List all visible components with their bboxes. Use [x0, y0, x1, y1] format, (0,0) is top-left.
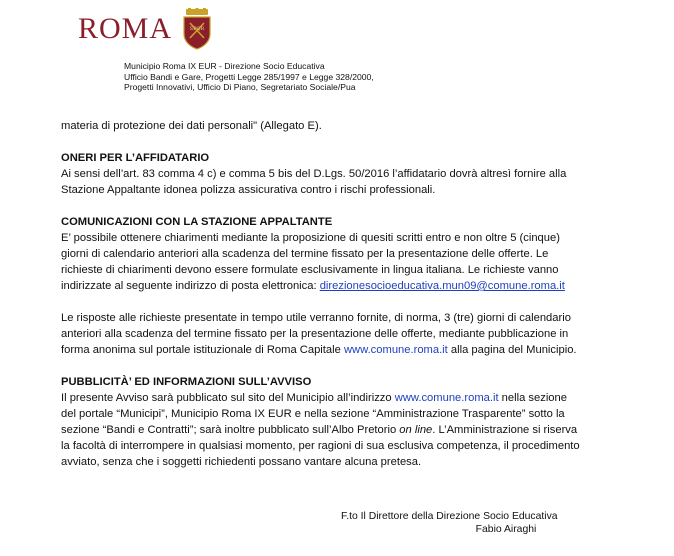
section-heading-comunicazioni: COMUNICAZIONI CON LA STAZIONE APPALTANTE: [61, 216, 333, 228]
paragraph-line: [61, 422, 601, 438]
section-heading-oneri: ONERI PER L’AFFIDATARIO: [61, 152, 210, 164]
signature-name: Fabio Airaghi: [475, 524, 537, 535]
document-body: [61, 118, 601, 470]
email-prefix: indirizzate al seguente indirizzo di posta elettronica:: [61, 280, 320, 292]
paragraph-line: avviato, senza che i soggetti richiedenti possano vantare alcuna pretesa.: [61, 456, 422, 468]
paragraph-line: del portale “Municipi”, Municipio Roma IX EUR e nella sezione “Amministrazione Trasparente” sotto la: [61, 408, 565, 420]
logo-text: ROMA: [78, 12, 173, 45]
text-segment: sezione “Bandi e Contratti”; sarà inoltre pubblicato sull’Albo Pretorio: [61, 424, 400, 436]
paragraph-line: [61, 390, 601, 406]
office-line: Progetti Innovativi, Ufficio Di Piano, Segretariato Sociale/Pua: [124, 82, 356, 93]
office-line: Municipio Roma IX EUR - Direzione Socio Educativa: [124, 61, 325, 71]
email-link[interactable]: direzionesocioeducativa.mun09@comune.roma.it: [319, 280, 565, 292]
text-segment: Il presente Avviso sarà pubblicato sul sito del Municipio all’indirizzo: [61, 392, 395, 404]
paragraph-line: [61, 278, 601, 294]
intro-line: materia di protezione dei dati personali" (Allegato E).: [61, 120, 322, 132]
office-line: Ufficio Bandi e Gare, Progetti Legge 285/1997 e Legge 328/2000,: [124, 71, 374, 82]
paragraph-line: Stazione Appaltante idonea polizza assicurativa contro i rischi professionali.: [61, 184, 436, 196]
text-segment: alla pagina del Municipio.: [447, 344, 577, 356]
portal-link[interactable]: www.comune.roma.it: [343, 344, 448, 356]
rome-crest-icon: [181, 8, 213, 50]
paragraph-line: anteriori alla scadenza del termine fissato per la presentazione delle offerte, mediante pubblicazione in: [61, 328, 569, 340]
section-heading-pubblicita: PUBBLICITÀ’ ED INFORMAZIONI SULL’AVVISO: [61, 376, 312, 388]
text-segment: nella sezione: [498, 392, 567, 404]
paragraph-line: la facoltà di interrompere in qualsiasi momento, per ragioni di sua esclusiva competenza, il procedimento: [61, 440, 580, 452]
emphasis-on-line: on line: [399, 424, 433, 436]
paragraph-line: richieste di chiarimenti devono essere formulate esclusivamente in lingua italiana. Le richieste vanno: [61, 264, 559, 276]
paragraph-line: giorni di calendario anteriori alla scadenza del termine fissato per la presentazione delle offerte. Le: [61, 248, 549, 260]
signature-block: [341, 510, 611, 536]
text-segment: . L’Amministrazione si riserva: [432, 424, 578, 436]
text-segment: forma anonima sul portale istituzionale di Roma Capitale: [61, 344, 344, 356]
office-header: [124, 61, 374, 93]
paragraph-line: E’ possibile ottenere chiarimenti mediante la proposizione di quesiti scritti entro e non oltre 5 (cinque): [61, 232, 560, 244]
paragraph-line: [61, 342, 601, 358]
svg-text:SPQR: SPQR: [189, 26, 205, 32]
paragraph-line: Le risposte alle richieste presentate in tempo utile verranno fornite, di norma, 3 (tre) giorni di calendario: [61, 312, 571, 324]
municipio-site-link[interactable]: www.comune.roma.it: [394, 392, 499, 404]
signature-title: F.to Il Direttore della Direzione Socio Educativa: [341, 511, 558, 522]
paragraph-line: Ai sensi dell’art. 83 comma 4 c) e comma 5 bis del D.Lgs. 50/2016 l’affidatario dovrà altresì fornire alla: [61, 168, 567, 180]
